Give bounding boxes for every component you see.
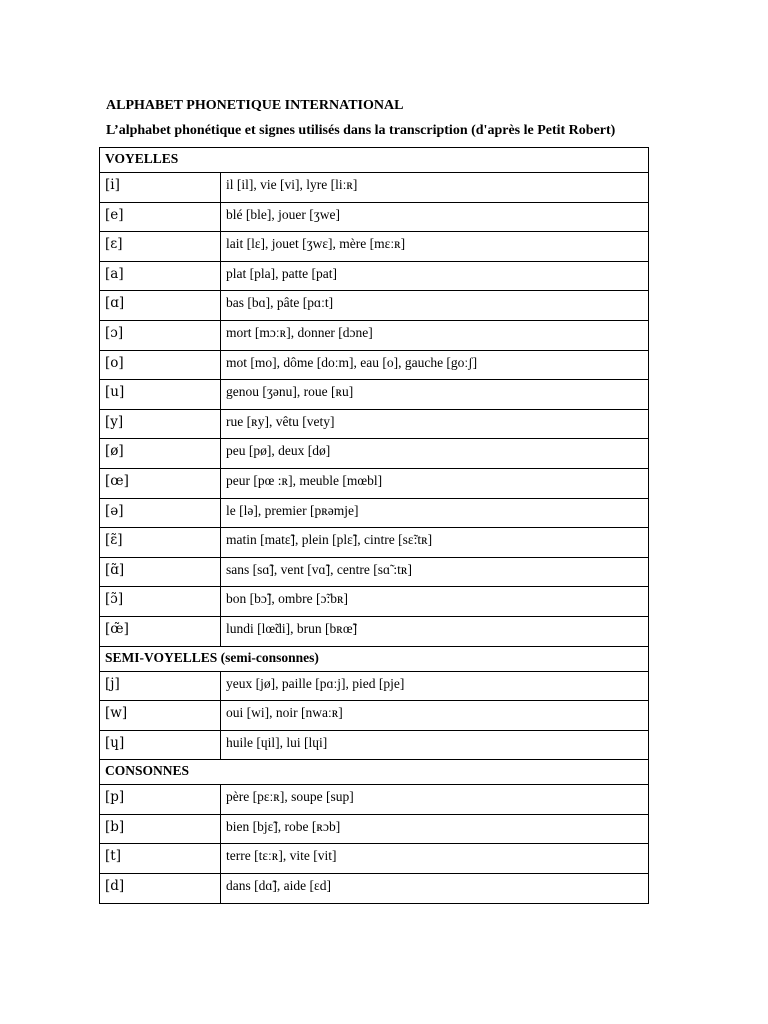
phonetic-symbol-cell: [ɔ̃]	[100, 587, 221, 617]
example-words-cell: matin [matɛ̃], plein [plɛ̃], cintre [sɛ̃:tʀ]	[221, 528, 649, 558]
example-words-cell: sans [sɑ̃], vent [vɑ̃], centre [sɑ̃ :tʀ]	[221, 557, 649, 587]
example-words-cell: peur [pœ :ʀ], meuble [mœbl]	[221, 468, 649, 498]
example-words-cell: lait [lɛ], jouet [ʒwɛ], mère [mɛːʀ]	[221, 232, 649, 262]
phonetic-symbol-cell: [ɛ̃]	[100, 528, 221, 558]
example-words-cell: bon [bɔ̃], ombre [ɔ̃:bʀ]	[221, 587, 649, 617]
example-words-cell: mort [mɔːʀ], donner [dɔne]	[221, 320, 649, 350]
phonetic-symbol-cell: [o]	[100, 350, 221, 380]
phonetic-symbol-cell: [p]	[100, 785, 221, 815]
phonetic-symbol-cell: [y]	[100, 409, 221, 439]
table-row	[100, 202, 649, 232]
example-words-cell: oui [wi], noir [nwaːʀ]	[221, 701, 649, 731]
phonetic-symbol-cell: [d]	[100, 874, 221, 904]
table-row	[100, 173, 649, 203]
example-words-cell: dans [dɑ̃], aide [ɛd]	[221, 874, 649, 904]
example-words-cell: yeux [jø], paille [pɑːj], pied [pje]	[221, 671, 649, 701]
table-row	[100, 528, 649, 558]
section-header-row	[100, 148, 649, 173]
section-header-row	[100, 760, 649, 785]
example-words-cell: le [lə], premier [pʀəmje]	[221, 498, 649, 528]
example-words-cell: rue [ʀy], vêtu [vety]	[221, 409, 649, 439]
phonetic-symbol-cell: [ɛ]	[100, 232, 221, 262]
table-row	[100, 844, 649, 874]
table-row	[100, 261, 649, 291]
table-row	[100, 814, 649, 844]
phonetic-symbol-cell: [ɥ]	[100, 730, 221, 760]
section-heading: SEMI-VOYELLES (semi-consonnes)	[100, 646, 649, 671]
phonetic-table	[99, 147, 649, 904]
table-row	[100, 587, 649, 617]
table-row	[100, 874, 649, 904]
table-row	[100, 350, 649, 380]
phonetic-symbol-cell: [œ]	[100, 468, 221, 498]
phonetic-table-body	[100, 148, 649, 904]
phonetic-symbol-cell: [ə]	[100, 498, 221, 528]
example-words-cell: peu [pø], deux [dø]	[221, 439, 649, 469]
table-row	[100, 320, 649, 350]
table-row	[100, 468, 649, 498]
document-title: ALPHABET PHONETIQUE INTERNATIONAL	[106, 98, 404, 113]
table-row	[100, 701, 649, 731]
phonetic-symbol-cell: [u]	[100, 380, 221, 410]
phonetic-symbol-cell: [b]	[100, 814, 221, 844]
phonetic-symbol-cell: [œ̃]	[100, 616, 221, 646]
section-heading: CONSONNES	[100, 760, 649, 785]
example-words-cell: bien [bjɛ̃], robe [ʀɔb]	[221, 814, 649, 844]
example-words-cell: il [il], vie [vi], lyre [liːʀ]	[221, 173, 649, 203]
phonetic-symbol-cell: [i]	[100, 173, 221, 203]
phonetic-symbol-cell: [j]	[100, 671, 221, 701]
table-row	[100, 409, 649, 439]
table-row	[100, 498, 649, 528]
table-row	[100, 730, 649, 760]
example-words-cell: terre [tɛːʀ], vite [vit]	[221, 844, 649, 874]
example-words-cell: blé [ble], jouer [ʒwe]	[221, 202, 649, 232]
example-words-cell: plat [pla], patte [pat]	[221, 261, 649, 291]
phonetic-symbol-cell: [ø]	[100, 439, 221, 469]
phonetic-symbol-cell: [w]	[100, 701, 221, 731]
phonetic-symbol-cell: [ɑ]	[100, 291, 221, 321]
example-words-cell: bas [bɑ], pâte [pɑːt]	[221, 291, 649, 321]
table-row	[100, 616, 649, 646]
table-row	[100, 291, 649, 321]
phonetic-symbol-cell: [ɔ]	[100, 320, 221, 350]
phonetic-symbol-cell: [a]	[100, 261, 221, 291]
example-words-cell: genou [ʒənu], roue [ʀu]	[221, 380, 649, 410]
phonetic-symbol-cell: [ɑ̃]	[100, 557, 221, 587]
phonetic-symbol-cell: [e]	[100, 202, 221, 232]
table-row	[100, 380, 649, 410]
table-row	[100, 439, 649, 469]
table-row	[100, 232, 649, 262]
table-row	[100, 671, 649, 701]
section-heading: VOYELLES	[100, 148, 649, 173]
example-words-cell: lundi [lœ̃di], brun [bʀœ̃]	[221, 616, 649, 646]
example-words-cell: mot [mo], dôme [doːm], eau [o], gauche [goːʃ]	[221, 350, 649, 380]
example-words-cell: père [pɛːʀ], soupe [sup]	[221, 785, 649, 815]
table-row	[100, 785, 649, 815]
section-header-row	[100, 646, 649, 671]
example-words-cell: huile [ɥil], lui [lɥi]	[221, 730, 649, 760]
document-subtitle: L’alphabet phonétique et signes utilisés dans la transcription (d'après le Petit Robert)	[106, 123, 616, 138]
phonetic-symbol-cell: [t]	[100, 844, 221, 874]
table-row	[100, 557, 649, 587]
